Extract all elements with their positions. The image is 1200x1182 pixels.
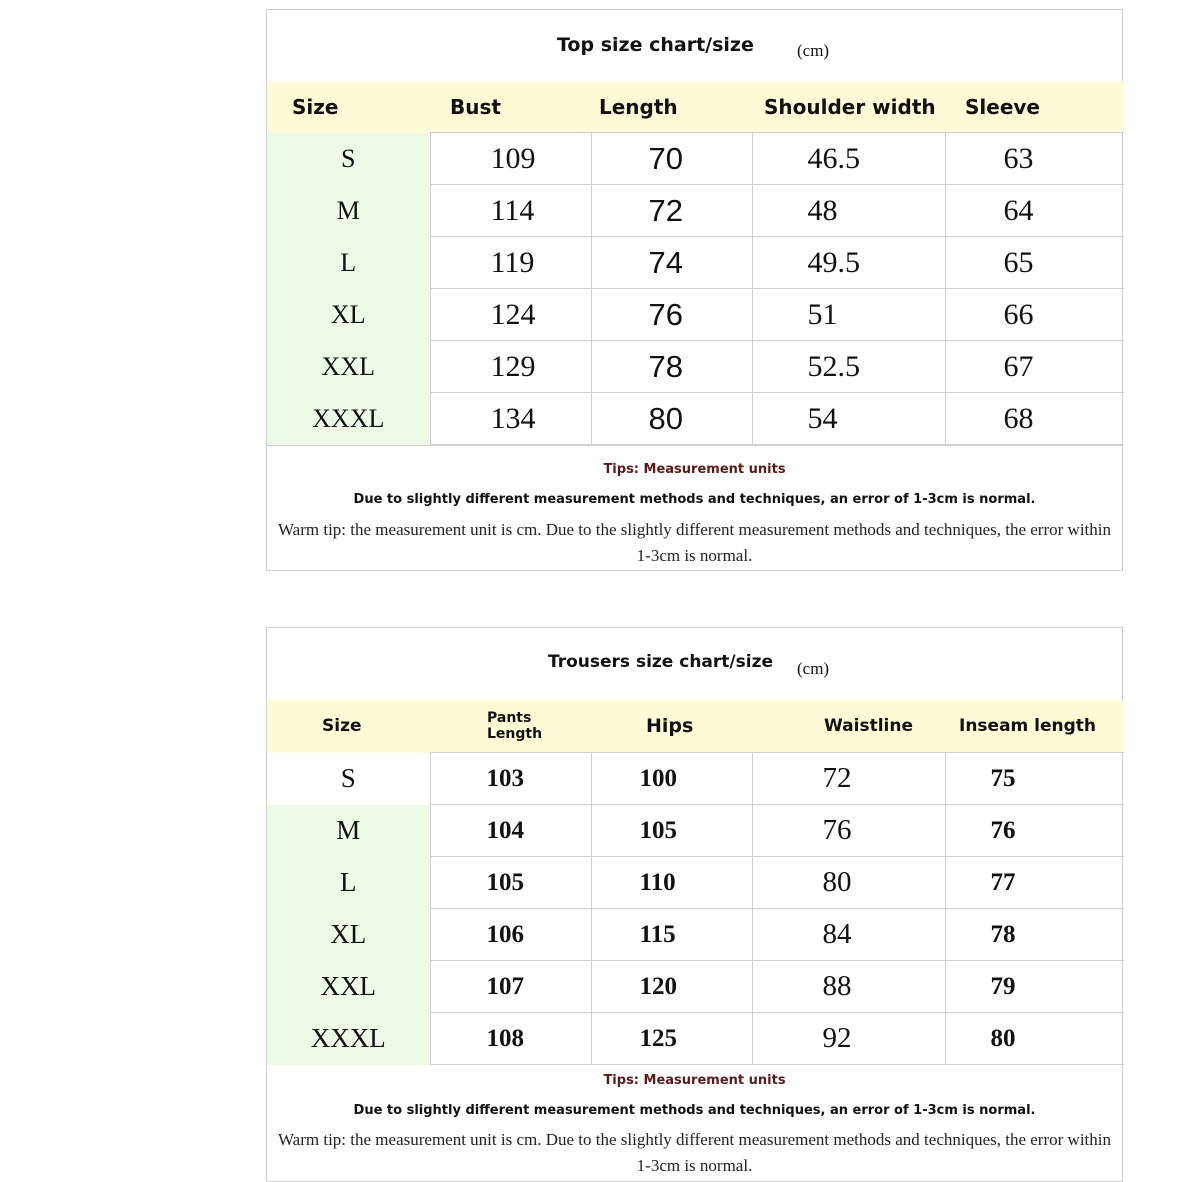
hips-cell: 105 [591,805,752,857]
header-pants-length: Pants Length [430,700,591,753]
waistline-cell: 88 [752,961,945,1013]
table-row [267,341,1124,393]
size-cell: S [267,133,430,185]
shoulder-width-cell: 46.5 [752,133,945,185]
size-cell: XXL [267,961,430,1013]
table-row [267,805,1124,857]
inseam-length-cell: 79 [945,961,1124,1013]
tips-title: Tips: Measurement units [603,1073,786,1088]
inseam-length-cell: 80 [945,1013,1124,1065]
chart-title-row [267,10,1122,82]
table-row [267,1013,1124,1065]
header-sleeve: Sleeve [945,82,1124,133]
bust-cell: 124 [430,289,591,341]
warm-tip: Warm tip: the measurement unit is cm. Due to the slightly different measurement methods and techniques, the error within 1-3cm is normal. [278,1130,1111,1175]
size-cell: XL [267,289,430,341]
length-cell: 72 [591,185,752,237]
hips-cell: 115 [591,909,752,961]
bust-cell: 119 [430,237,591,289]
size-cell: M [267,185,430,237]
trousers-size-chart [266,627,1123,1182]
header-waistline: Waistline [752,700,945,753]
header-shoulder-width: Shoulder width [752,82,945,133]
header-row [267,82,1124,133]
pants-length-cell: 104 [430,805,591,857]
inseam-length-cell: 76 [945,805,1124,857]
length-cell: 76 [591,289,752,341]
shoulder-width-cell: 52.5 [752,341,945,393]
waistline-cell: 84 [752,909,945,961]
pants-length-cell: 108 [430,1013,591,1065]
sleeve-cell: 67 [945,341,1124,393]
table-row [267,133,1124,185]
table-row [267,393,1124,445]
table-row [267,753,1124,805]
size-cell: XL [267,909,430,961]
table-row [267,289,1124,341]
warm-tip: Warm tip: the measurement unit is cm. Due to the slightly different measurement methods and techniques, the error within 1-3cm is normal. [278,520,1111,565]
hips-cell: 100 [591,753,752,805]
size-cell: XXXL [267,1013,430,1065]
tips-note: Due to slightly different measurement methods and techniques, an error of 1-3cm is normal. [353,492,1036,507]
shoulder-width-cell: 54 [752,393,945,445]
hips-cell: 110 [591,857,752,909]
size-cell: S [267,753,430,805]
inseam-length-cell: 75 [945,753,1124,805]
inseam-length-cell: 78 [945,909,1124,961]
chart-title: Trousers size chart/size [548,652,773,672]
waistline-cell: 80 [752,857,945,909]
bust-cell: 129 [430,341,591,393]
bust-cell: 134 [430,393,591,445]
waistline-cell: 72 [752,753,945,805]
size-table [267,700,1124,1065]
waistline-cell: 92 [752,1013,945,1065]
tips-note: Due to slightly different measurement methods and techniques, an error of 1-3cm is normal. [353,1103,1036,1118]
table-row [267,961,1124,1013]
length-cell: 80 [591,393,752,445]
size-cell: XXL [267,341,430,393]
waistline-cell: 76 [752,805,945,857]
top-size-chart [266,9,1123,571]
size-table [267,82,1124,445]
hips-cell: 125 [591,1013,752,1065]
header-size: Size [267,82,430,133]
length-cell: 74 [591,237,752,289]
header-hips: Hips [591,700,752,753]
tips-title: Tips: Measurement units [603,462,786,477]
pants-length-cell: 106 [430,909,591,961]
bust-cell: 109 [430,133,591,185]
sleeve-cell: 68 [945,393,1124,445]
tips-section [267,445,1122,574]
chart-title: Top size chart/size [557,34,754,56]
header-bust: Bust [430,82,591,133]
size-cell: L [267,857,430,909]
header-inseam-length: Inseam length [945,700,1124,753]
sleeve-cell: 66 [945,289,1124,341]
shoulder-width-cell: 51 [752,289,945,341]
size-cell: XXXL [267,393,430,445]
hips-cell: 120 [591,961,752,1013]
pants-length-cell: 105 [430,857,591,909]
header-length: Length [591,82,752,133]
table-row [267,909,1124,961]
bust-cell: 114 [430,185,591,237]
chart-title-row [267,628,1122,700]
header-row [267,700,1124,753]
pants-length-cell: 107 [430,961,591,1013]
sleeve-cell: 63 [945,133,1124,185]
shoulder-width-cell: 48 [752,185,945,237]
length-cell: 70 [591,133,752,185]
unit-label: (cm) [797,41,830,60]
shoulder-width-cell: 49.5 [752,237,945,289]
size-cell: M [267,805,430,857]
header-size: Size [267,700,430,753]
table-row [267,857,1124,909]
sleeve-cell: 64 [945,185,1124,237]
inseam-length-cell: 77 [945,857,1124,909]
tips-section [267,1065,1122,1177]
sleeve-cell: 65 [945,237,1124,289]
table-row [267,237,1124,289]
pants-length-cell: 103 [430,753,591,805]
unit-label: (cm) [797,659,830,678]
size-cell: L [267,237,430,289]
table-row [267,185,1124,237]
length-cell: 78 [591,341,752,393]
